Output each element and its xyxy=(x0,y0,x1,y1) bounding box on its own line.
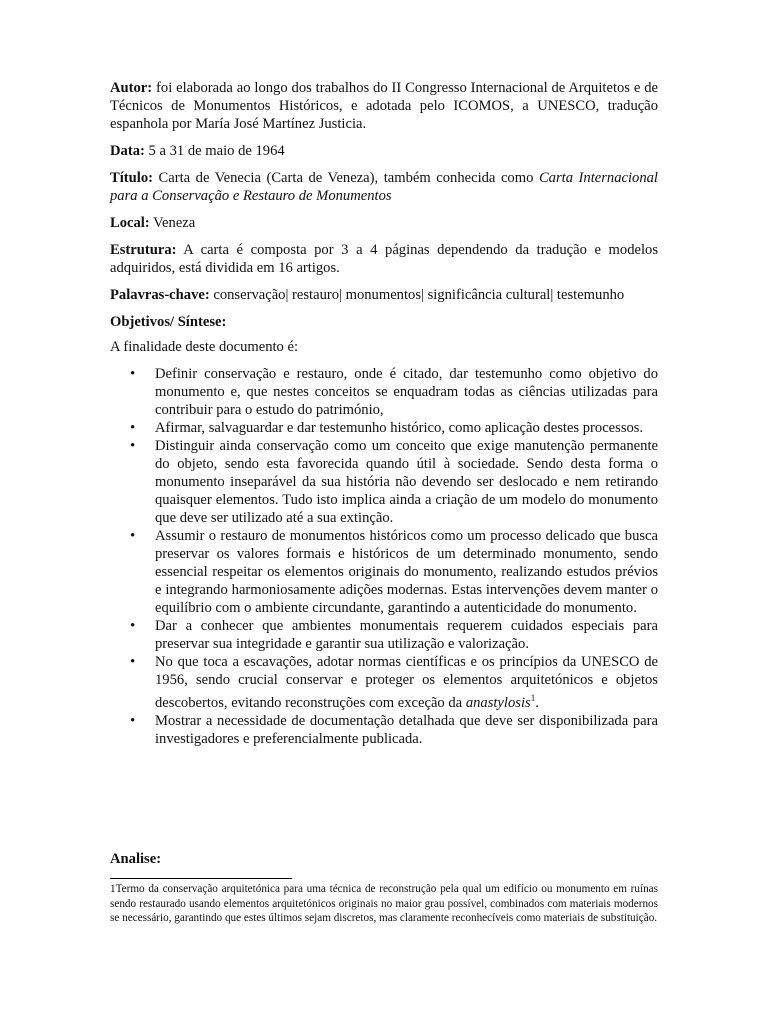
palavras-text: conservação| restauro| monumentos| significância cultural| testemunho xyxy=(213,287,625,303)
list-item: • Dar a conhecer que ambientes monumentais requerem cuidados especiais para preservar sua integridade e garantir sua utilização e valorização. xyxy=(110,617,658,653)
estrutura-field xyxy=(110,241,658,277)
palavras-label: Palavras-chave: xyxy=(110,287,210,303)
data-field xyxy=(110,142,658,160)
data-text: 5 a 31 de maio de 1964 xyxy=(148,143,285,159)
list-item xyxy=(110,653,658,712)
titulo-italic: Carta Internacional para a Conservação e Restauro de Monumentos xyxy=(110,170,658,204)
bullet6-text: No que toca a escavações, adotar normas científicas e os princípios da UNESCO de 1956, sendo crucial conservar e proteger os elementos arquitetónicos e objetos descobertos, evitando reconstruções com exceção da xyxy=(155,654,658,711)
list-item: • Afirmar, salvaguardar e dar testemunho histórico, como aplicação destes processos. xyxy=(110,419,658,437)
intro-text: A finalidade deste documento é: xyxy=(110,339,299,355)
autor-field xyxy=(110,79,658,133)
local-label: Local: xyxy=(110,215,150,231)
local-text: Veneza xyxy=(153,215,196,231)
titulo-field xyxy=(110,169,658,205)
local-field xyxy=(110,214,658,232)
analise-heading: Analise: xyxy=(110,851,162,867)
estrutura-label: Estrutura: xyxy=(110,242,177,258)
footnote: 1Termo da conservação arquitetónica para uma técnica de reconstrução pela qual um edifício ou monumento em ruínas sendo restaurado usando elementos arquitetónicos originais no maior grau possível, combinados com materiais modernos se necessário, garantindo que estes últimos sejam discretos, mas claramente reconhecíveis como materiais de substituição. xyxy=(110,883,658,924)
autor-label: Autor: xyxy=(110,80,153,96)
titulo-text: Carta de Venecia (Carta de Veneza), também conhecida como xyxy=(158,170,534,186)
objectives-list xyxy=(110,365,658,748)
objetivos-label: Objetivos/ Síntese: xyxy=(110,314,227,330)
list-item: • Mostrar a necessidade de documentação detalhada que deve ser disponibilizada para investigadores e preferencialmente publicada. xyxy=(110,712,658,748)
bullet6-end: . xyxy=(535,694,539,711)
document-body xyxy=(110,79,658,748)
titulo-label: Título: xyxy=(110,170,153,186)
footnote-ref: 1 xyxy=(530,693,536,703)
footnote-divider xyxy=(110,878,292,879)
data-label: Data: xyxy=(110,143,145,159)
palavras-field xyxy=(110,286,658,304)
list-item: • Distinguir ainda conservação como um conceito que exige manutenção permanente do objeto, sendo esta favorecida quando útil à sociedade. Sendo desta forma o monumento inseparável da sua história não devendo ser deslocado e nem retirando quaisquer elementos. Tudo isto implica ainda a criação de um modelo do monumento que deve ser utilizado até a sua extinção. xyxy=(110,437,658,527)
bullet6-italic: anastylosis xyxy=(465,694,531,711)
autor-text: foi elaborada ao longo dos trabalhos do II Congresso Internacional de Arquitetos e de Técnicos de Monumentos Históricos, e adotada pelo ICOMOS, a UNESCO, tradução espanhola por María José Martínez Justicia. xyxy=(110,80,658,132)
objetivos-heading xyxy=(110,313,658,331)
list-item: • Assumir o restauro de monumentos históricos como um processo delicado que busca preservar os valores formais e históricos de um determinado monumento, sendo essencial respeitar os elementos originais do monumento, realizando estudos prévios e integrando harmoniosamente adições modernas. Estas intervenções devem manter o equilíbrio com o ambiente circundante, garantindo a autenticidade do monumento. xyxy=(110,527,658,617)
estrutura-text: A carta é composta por 3 a 4 páginas dependendo da tradução e modelos adquiridos, está dividida em 16 artigos. xyxy=(110,242,659,276)
list-item: • Definir conservação e restauro, onde é citado, dar testemunho como objetivo do monumento e, que nestes conceitos se enquadram todas as ciências utilizadas para contribuir para o estudo do património, xyxy=(110,365,658,419)
